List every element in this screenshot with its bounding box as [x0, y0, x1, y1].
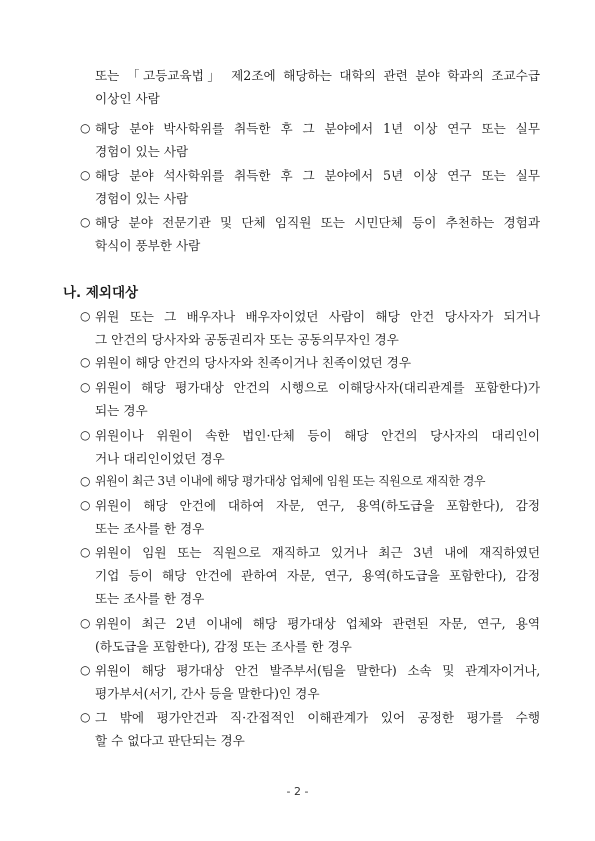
list-item-line: 거나 대리인이었던 경우 [95, 451, 225, 466]
section-heading: 나. 제외대상 [63, 285, 139, 301]
list-item-line: 위원이나 위원이 속한 법인·단체 등이 해당 안건의 당사자의 대리인이 [95, 428, 540, 443]
list-item-line: 학식이 풍부한 사람 [95, 238, 201, 253]
list-item-line: 위원이 임원 또는 직원으로 재직하고 있거나 최근 3년 내에 재직하였던 [95, 545, 540, 560]
list-item-line: 위원이 해당 평가대상 안건 발주부서(팀을 말한다) 소속 및 관계자이거나, [95, 663, 540, 678]
list-item-line: 해당 분야 석사학위를 취득한 후 그 분야에서 5년 이상 연구 또는 실무 [95, 168, 540, 183]
bullet-circle: ○ [80, 710, 91, 724]
list-item-line: 경험이 있는 사람 [95, 191, 189, 206]
bullet-circle: ○ [80, 428, 91, 442]
intro-line: 또는 「고등교육법」 제2조에 해당하는 대학의 관련 분야 학과의 조교수급 [95, 68, 540, 83]
list-item-line: 해당 분야 전문기관 및 단체 임직원 또는 시민단체 등이 추천하는 경험과 [95, 215, 540, 230]
bullet-circle: ○ [80, 474, 91, 488]
list-item-line: 또는 조사를 한 경우 [95, 591, 205, 606]
list-item-line: 평가부서(서기, 간사 등을 말한다)인 경우 [95, 686, 320, 701]
list-item-line: 위원이 해당 안건에 대하여 자문, 연구, 용역(하도급을 포함한다), 감정 [95, 498, 540, 513]
list-item-line: (하도급을 포함한다), 감정 또는 조사를 한 경우 [95, 639, 352, 654]
list-item-line: 해당 분야 박사학위를 취득한 후 그 분야에서 1년 이상 연구 또는 실무 [95, 121, 540, 136]
list-item-line: 위원이 해당 평가대상 안건의 시행으로 이해당사자(대리관계를 포함한다)가 [95, 380, 540, 395]
bullet-circle: ○ [80, 498, 91, 512]
list-item-line: 또는 조사를 한 경우 [95, 521, 205, 536]
bullet-circle: ○ [80, 215, 91, 229]
bullet-circle: ○ [80, 309, 91, 323]
list-item-line: 위원 또는 그 배우자나 배우자이었던 사람이 해당 안건 당사자가 되거나 [95, 309, 540, 324]
bullet-circle: ○ [80, 380, 91, 394]
list-item-line: 경험이 있는 사람 [95, 144, 189, 159]
bullet-circle: ○ [80, 663, 91, 677]
bullet-circle: ○ [80, 545, 91, 559]
list-item-line: 그 안건의 당사자와 공동권리자 또는 공동의무자인 경우 [95, 332, 399, 347]
list-item-line: 되는 경우 [95, 403, 148, 418]
bullet-circle: ○ [80, 355, 91, 369]
page-number: - 2 - [286, 785, 309, 798]
intro-line: 이상인 사람 [95, 91, 160, 106]
list-item-line: 할 수 없다고 판단되는 경우 [95, 733, 245, 748]
bullet-circle: ○ [80, 168, 91, 182]
list-item-line: 위원이 해당 안건의 당사자와 친족이거나 친족이었던 경우 [95, 355, 411, 370]
bullet-circle: ○ [80, 121, 91, 135]
list-item-line: 위원이 최근 3년 이내에 해당 평가대상 업체에 임원 또는 직원으로 재직한 경우 [95, 474, 486, 488]
list-item-line: 기업 등이 해당 안건에 관하여 자문, 연구, 용역(하도급을 포함한다), 감정 [95, 568, 540, 583]
list-item-line: 위원이 최근 2년 이내에 해당 평가대상 업체와 관련된 자문, 연구, 용역 [95, 616, 540, 631]
list-item-line: 그 밖에 평가안건과 직·간접적인 이해관계가 있어 공정한 평가를 수행 [95, 710, 540, 725]
bullet-circle: ○ [80, 616, 91, 630]
